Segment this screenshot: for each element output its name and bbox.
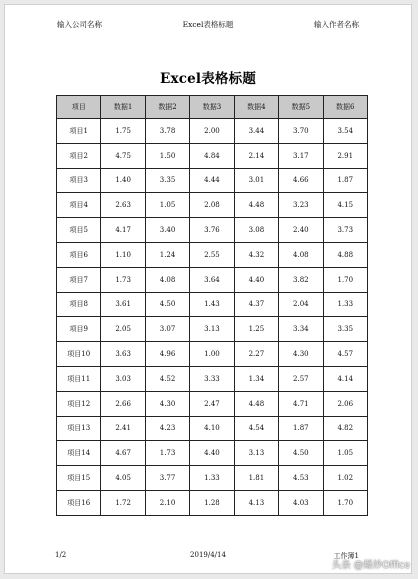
data-cell: 1.73 [145, 441, 189, 466]
data-cell: 4.48 [234, 193, 278, 218]
data-cell: 1.73 [101, 267, 145, 292]
data-cell: 1.05 [323, 441, 367, 466]
data-cell: 4.13 [234, 490, 278, 515]
data-cell: 4.84 [190, 143, 234, 168]
row-label-cell: 项目13 [57, 416, 101, 441]
table-row [57, 490, 368, 515]
data-cell: 1.70 [323, 267, 367, 292]
data-cell: 2.55 [190, 242, 234, 267]
column-header: 项目 [57, 96, 101, 119]
data-cell: 4.50 [279, 441, 323, 466]
row-label-cell: 项目3 [57, 168, 101, 193]
row-label-cell: 项目6 [57, 242, 101, 267]
data-cell: 1.75 [101, 119, 145, 144]
data-cell: 4.05 [101, 466, 145, 491]
data-cell: 4.03 [279, 490, 323, 515]
data-cell: 3.33 [190, 366, 234, 391]
data-cell: 4.30 [145, 391, 189, 416]
row-label-cell: 项目5 [57, 218, 101, 243]
data-cell: 3.76 [190, 218, 234, 243]
table-row [57, 119, 368, 144]
row-label-cell: 项目1 [57, 119, 101, 144]
footer-workbook-name: 工作簿1 [333, 552, 359, 560]
column-header: 数据1 [101, 96, 145, 119]
data-cell: 2.57 [279, 366, 323, 391]
table-row [57, 193, 368, 218]
data-cell: 3.13 [234, 441, 278, 466]
column-header: 数据5 [279, 96, 323, 119]
watermark-text: 头条 @爆炒Office [331, 560, 410, 571]
data-cell: 4.52 [145, 366, 189, 391]
header-company-name: 输入公司名称 [57, 20, 102, 29]
data-cell: 3.13 [190, 317, 234, 342]
page-header [5, 19, 411, 33]
data-cell: 2.04 [279, 292, 323, 317]
data-cell: 3.01 [234, 168, 278, 193]
data-cell: 3.35 [323, 317, 367, 342]
data-cell: 4.67 [101, 441, 145, 466]
data-cell: 3.82 [279, 267, 323, 292]
data-cell: 3.64 [190, 267, 234, 292]
data-cell: 4.57 [323, 342, 367, 367]
data-cell: 4.08 [145, 267, 189, 292]
data-cell: 2.47 [190, 391, 234, 416]
row-label-cell: 项目16 [57, 490, 101, 515]
data-cell: 2.40 [279, 218, 323, 243]
data-cell: 1.10 [101, 242, 145, 267]
table-row [57, 466, 368, 491]
data-cell: 1.25 [234, 317, 278, 342]
data-cell: 3.70 [279, 119, 323, 144]
data-cell: 3.08 [234, 218, 278, 243]
data-cell: 4.96 [145, 342, 189, 367]
row-label-cell: 项目4 [57, 193, 101, 218]
data-cell: 1.28 [190, 490, 234, 515]
data-cell: 4.10 [190, 416, 234, 441]
data-cell: 4.44 [190, 168, 234, 193]
row-label-cell: 项目10 [57, 342, 101, 367]
data-cell: 1.24 [145, 242, 189, 267]
data-cell: 4.50 [145, 292, 189, 317]
data-cell: 4.66 [279, 168, 323, 193]
data-cell: 3.54 [323, 119, 367, 144]
header-title: Excel表格标题 [182, 20, 234, 29]
data-cell: 2.41 [101, 416, 145, 441]
data-cell: 1.50 [145, 143, 189, 168]
column-header: 数据3 [190, 96, 234, 119]
data-cell: 2.00 [190, 119, 234, 144]
table-header-row [57, 96, 368, 119]
table-row [57, 391, 368, 416]
document-title: Excel表格标题 [159, 71, 257, 87]
table-row [57, 366, 368, 391]
data-cell: 4.53 [279, 466, 323, 491]
data-table [56, 95, 368, 516]
data-cell: 4.75 [101, 143, 145, 168]
data-cell: 4.17 [101, 218, 145, 243]
data-cell: 2.06 [323, 391, 367, 416]
data-cell: 2.27 [234, 342, 278, 367]
table-row [57, 317, 368, 342]
data-cell: 1.70 [323, 490, 367, 515]
data-cell: 3.17 [279, 143, 323, 168]
column-header: 数据2 [145, 96, 189, 119]
data-cell: 2.91 [323, 143, 367, 168]
data-cell: 4.82 [323, 416, 367, 441]
table-row [57, 267, 368, 292]
data-cell: 2.14 [234, 143, 278, 168]
row-label-cell: 项目8 [57, 292, 101, 317]
row-label-cell: 项目14 [57, 441, 101, 466]
data-cell: 4.40 [190, 441, 234, 466]
data-cell: 3.35 [145, 168, 189, 193]
column-header: 数据6 [323, 96, 367, 119]
data-cell: 3.40 [145, 218, 189, 243]
data-cell: 4.48 [234, 391, 278, 416]
table-row [57, 168, 368, 193]
data-cell: 3.78 [145, 119, 189, 144]
column-header: 数据4 [234, 96, 278, 119]
data-cell: 4.23 [145, 416, 189, 441]
footer-date: 2019/4/14 [190, 551, 226, 559]
data-cell: 4.71 [279, 391, 323, 416]
data-cell: 3.63 [101, 342, 145, 367]
data-cell: 2.05 [101, 317, 145, 342]
data-cell: 2.08 [190, 193, 234, 218]
data-cell: 3.34 [279, 317, 323, 342]
data-cell: 3.61 [101, 292, 145, 317]
table-row [57, 416, 368, 441]
data-cell: 1.72 [101, 490, 145, 515]
data-cell: 3.03 [101, 366, 145, 391]
row-label-cell: 项目2 [57, 143, 101, 168]
data-cell: 4.15 [323, 193, 367, 218]
row-label-cell: 项目11 [57, 366, 101, 391]
data-cell: 3.44 [234, 119, 278, 144]
data-cell: 1.05 [145, 193, 189, 218]
data-cell: 2.10 [145, 490, 189, 515]
row-label-cell: 项目12 [57, 391, 101, 416]
table-row [57, 292, 368, 317]
data-cell: 4.40 [234, 267, 278, 292]
data-cell: 2.63 [101, 193, 145, 218]
data-cell: 1.34 [234, 366, 278, 391]
data-cell: 1.40 [101, 168, 145, 193]
data-cell: 4.08 [279, 242, 323, 267]
data-cell: 1.02 [323, 466, 367, 491]
table-row [57, 342, 368, 367]
data-cell: 4.32 [234, 242, 278, 267]
header-author-name: 输入作者名称 [314, 20, 359, 29]
row-label-cell: 项目7 [57, 267, 101, 292]
data-cell: 1.33 [323, 292, 367, 317]
table-row [57, 218, 368, 243]
table-row [57, 242, 368, 267]
data-cell: 1.33 [190, 466, 234, 491]
data-cell: 4.54 [234, 416, 278, 441]
data-cell: 1.87 [323, 168, 367, 193]
data-cell: 1.00 [190, 342, 234, 367]
data-cell: 1.81 [234, 466, 278, 491]
data-cell: 4.30 [279, 342, 323, 367]
data-cell: 3.73 [323, 218, 367, 243]
data-cell: 3.07 [145, 317, 189, 342]
data-cell: 1.43 [190, 292, 234, 317]
data-cell: 1.87 [279, 416, 323, 441]
footer-page-number: 1/2 [55, 551, 67, 559]
row-label-cell: 项目9 [57, 317, 101, 342]
data-cell: 4.37 [234, 292, 278, 317]
table-row [57, 143, 368, 168]
data-cell: 2.66 [101, 391, 145, 416]
row-label-cell: 项目15 [57, 466, 101, 491]
print-preview-page [4, 4, 412, 574]
data-cell: 4.14 [323, 366, 367, 391]
data-cell: 4.88 [323, 242, 367, 267]
table-row [57, 441, 368, 466]
data-cell: 3.23 [279, 193, 323, 218]
data-cell: 3.77 [145, 466, 189, 491]
table-body [57, 119, 368, 516]
